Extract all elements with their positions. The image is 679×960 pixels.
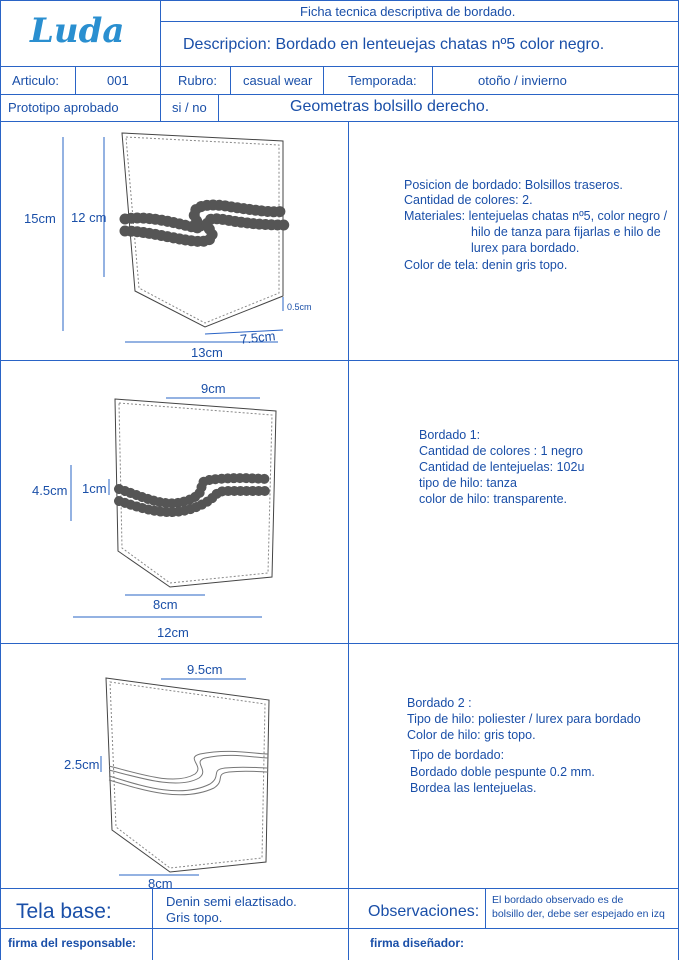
dim1-h-inner: 12 cm [71, 210, 107, 225]
title-rule [160, 21, 679, 22]
s3-line-4: Tipo de bordado: [410, 748, 505, 762]
meta-rule [0, 94, 679, 95]
brand-logo: Luda [30, 11, 125, 51]
outer-border-top [0, 0, 679, 1]
s3-line-5: Bordado doble pespunte 0.2 mm. [410, 765, 595, 779]
footer-div-3 [485, 888, 486, 928]
prototype-value: si / no [172, 100, 207, 115]
pocket-drawing-1 [0, 121, 348, 360]
observaciones-line-1: El bordado observado es de [492, 894, 624, 906]
footer-rule [0, 928, 679, 929]
articulo-label: Articulo: [12, 73, 59, 88]
s3-line-6: Bordea las lentejuelas. [410, 781, 537, 795]
dim3-width: 8cm [148, 876, 173, 891]
dim1-h-outer: 15cm [24, 211, 56, 226]
s1-line-1: Posicion de bordado: Bolsillos traseros. [404, 178, 623, 192]
s2-line-4: tipo de hilo: tanza [419, 476, 517, 490]
firma-disenador: firma diseñador: [370, 936, 465, 950]
logo-divider [160, 0, 161, 66]
sheet-title: Ficha tecnica descriptiva de bordado. [300, 4, 516, 19]
pocket-drawing-3 [0, 644, 348, 891]
meta-div-1 [75, 66, 76, 94]
dim3-height: 2.5cm [64, 757, 100, 772]
dim1-w-outer: 13cm [191, 345, 223, 360]
tela-base-line-2: Gris topo. [166, 910, 223, 925]
footer-div-2 [348, 888, 349, 960]
dim2-w-outer: 12cm [157, 625, 189, 640]
s3-line-1: Bordado 2 : [407, 696, 472, 710]
dim2-h-inner: 1cm [82, 481, 107, 496]
articulo-value: 001 [107, 73, 129, 88]
design-name: Geometras bolsillo derecho. [290, 98, 490, 115]
temporada-label: Temporada: [348, 73, 417, 88]
s1-line-6: Color de tela: denin gris topo. [404, 258, 568, 272]
header-rule [0, 66, 679, 67]
s1-line-3: Materiales: lentejuelas chatas nº5, color negro / [404, 209, 668, 223]
dim1-w-inner: 7.5cm [239, 328, 277, 347]
observaciones-label: Observaciones: [368, 903, 480, 920]
tela-base-label: Tela base: [16, 900, 112, 923]
s3-line-3: Color de hilo: gris topo. [407, 728, 536, 742]
dim2-top: 9cm [201, 381, 226, 396]
s3-line-2: Tipo de hilo: poliester / lurex para bordado [407, 712, 641, 726]
s2-line-5: color de hilo: transparente. [419, 492, 568, 506]
meta-div-5 [432, 66, 433, 94]
s1-line-2: Cantidad de colores: 2. [404, 193, 533, 207]
s2-line-3: Cantidad de lentejuelas: 102u [419, 460, 585, 474]
s2-line-1: Bordado 1: [419, 428, 481, 442]
meta-div-4 [323, 66, 324, 94]
meta-div-2 [160, 66, 161, 121]
s2-line-2: Cantidad de colores : 1 negro [419, 444, 583, 458]
meta-div-3 [230, 66, 231, 94]
prototype-label: Prototipo aprobado [8, 100, 119, 115]
s1-line-4: hilo de tanza para fijarlas e hilo de [471, 225, 661, 239]
observaciones-line-2: bolsillo der, debe ser espejado en izq [492, 908, 665, 920]
rubro-value: casual wear [243, 73, 313, 88]
section-center-divider [348, 121, 349, 888]
proto-div [218, 94, 219, 121]
tela-base-line-1: Denin semi elaztisado. [166, 894, 297, 909]
description: Descripcion: Bordado en lenteuejas chatas nº5 color negro. [183, 36, 605, 53]
s1-line-5: lurex para bordado. [471, 241, 580, 255]
rubro-label: Rubro: [178, 73, 218, 88]
dim2-w-inner: 8cm [153, 597, 178, 612]
dim2-h-outer: 4.5cm [32, 483, 68, 498]
firma-responsable: firma del responsable: [8, 936, 137, 950]
dim1-corner: 0.5cm [287, 302, 312, 312]
footer-div-1 [152, 888, 153, 960]
temporada-value: otoño / invierno [478, 73, 567, 88]
section3-rule [0, 888, 679, 889]
dim3-top: 9.5cm [187, 662, 223, 677]
